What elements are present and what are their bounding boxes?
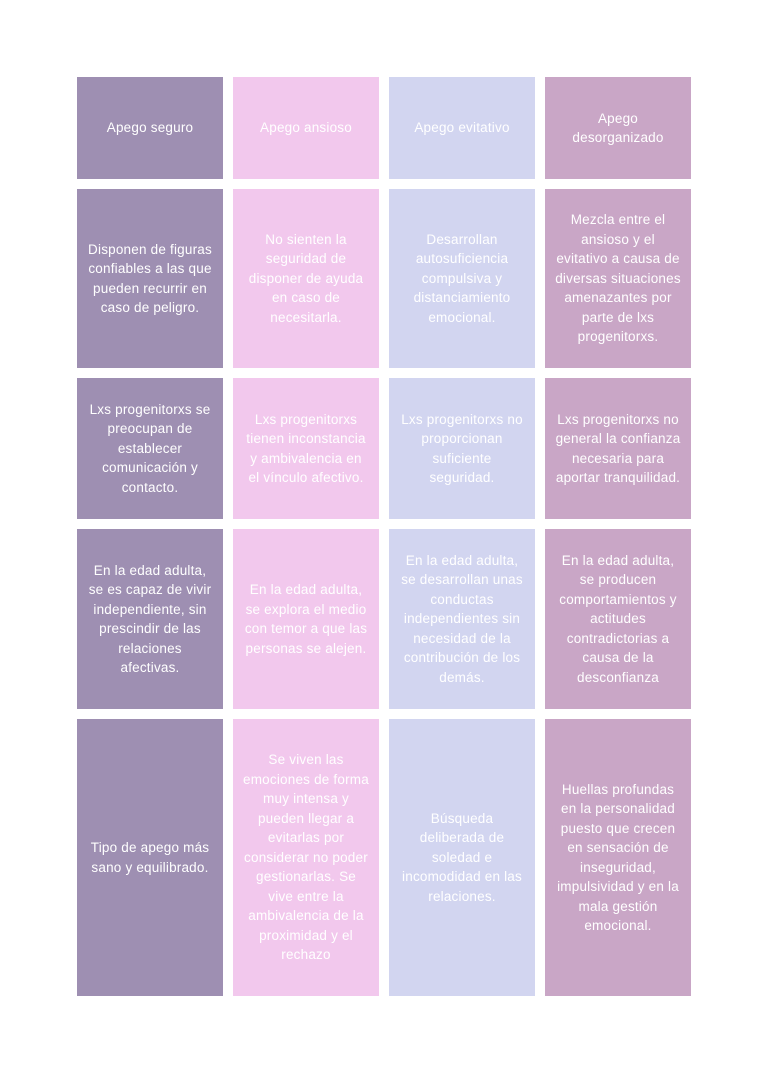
cell-desorganizado-adulthood: [545, 529, 691, 709]
cell-seguro-figures: [77, 189, 223, 368]
cell-text: Disponen de figuras confiables a las que pueden recurrir en caso de peligro.: [88, 241, 212, 315]
cell-evitativo-adulthood: [389, 529, 535, 709]
cell-evitativo-parents: [389, 378, 535, 519]
attachment-styles-table: [77, 77, 691, 996]
cell-text: Apego seguro: [106, 120, 194, 136]
cell-text: En la edad adulta, se es capaz de vivir independiente, sin prescindir de las relaciones afectivas.: [88, 562, 212, 675]
cell-seguro-summary: [77, 719, 223, 996]
cell-text: Desarrollan autosuficiencia compulsiva y distanciamiento emocional.: [413, 231, 511, 325]
cell-ansioso-parents: [233, 378, 379, 519]
cell-ansioso-figures: [233, 189, 379, 368]
cell-text: Mezcla entre el ansioso y el evitativo a causa de diversas situaciones amenazantes por parte de lxs progenitorxs.: [555, 212, 681, 345]
cell-text: Se viven las emociones de forma muy intensa y pueden llegar a evitarlas por considerar no poder gestionarlas. Se vive entre la ambivalencia de la proximidad y el rechazo: [243, 752, 369, 963]
cell-desorganizado-parents: [545, 378, 691, 519]
cell-evitativo-summary: [389, 719, 535, 996]
cell-seguro-parents: [77, 378, 223, 519]
cell-ansioso-summary: [233, 719, 379, 996]
cell-text: En la edad adulta, se desarrollan unas conductas independientes sin necesidad de la contribución de los demás.: [401, 552, 523, 685]
cell-text: Tipo de apego más sano y equilibrado.: [90, 840, 210, 875]
cell-desorganizado-figures: [545, 189, 691, 368]
cell-text: Lxs progenitorxs no proporcionan suficiente seguridad.: [401, 411, 523, 485]
cell-desorganizado-summary: [545, 719, 691, 996]
header-apego-ansioso: [233, 77, 379, 179]
cell-evitativo-figures: [389, 189, 535, 368]
cell-text: Apego desorganizado: [572, 110, 664, 145]
cell-text: Apego evitativo: [414, 120, 510, 136]
cell-text: Lxs progenitorxs se preocupan de establecer comunicación y contacto.: [89, 401, 211, 495]
cell-text: Búsqueda deliberada de soledad e incomodidad en las relaciones.: [402, 810, 522, 904]
cell-text: En la edad adulta, se producen comportamientos y actitudes contradictorias a causa de la desconfianza: [559, 552, 677, 685]
cell-text: Lxs progenitorxs tienen inconstancia y ambivalencia en el vínculo afectivo.: [246, 411, 366, 485]
header-apego-desorganizado: [545, 77, 691, 179]
cell-seguro-adulthood: [77, 529, 223, 709]
cell-text: Huellas profundas en la personalidad puesto que crecen en sensación de inseguridad, impulsividad y en la mala gestión emocional.: [557, 781, 679, 933]
cell-text: Lxs progenitorxs no general la confianza necesaria para aportar tranquilidad.: [555, 411, 681, 485]
cell-text: No sienten la seguridad de disponer de ayuda en caso de necesitarla.: [248, 231, 364, 325]
header-apego-seguro: [77, 77, 223, 179]
cell-text: En la edad adulta, se explora el medio con temor a que las personas se alejen.: [244, 582, 368, 656]
cell-ansioso-adulthood: [233, 529, 379, 709]
header-apego-evitativo: [389, 77, 535, 179]
cell-text: Apego ansioso: [260, 120, 352, 136]
